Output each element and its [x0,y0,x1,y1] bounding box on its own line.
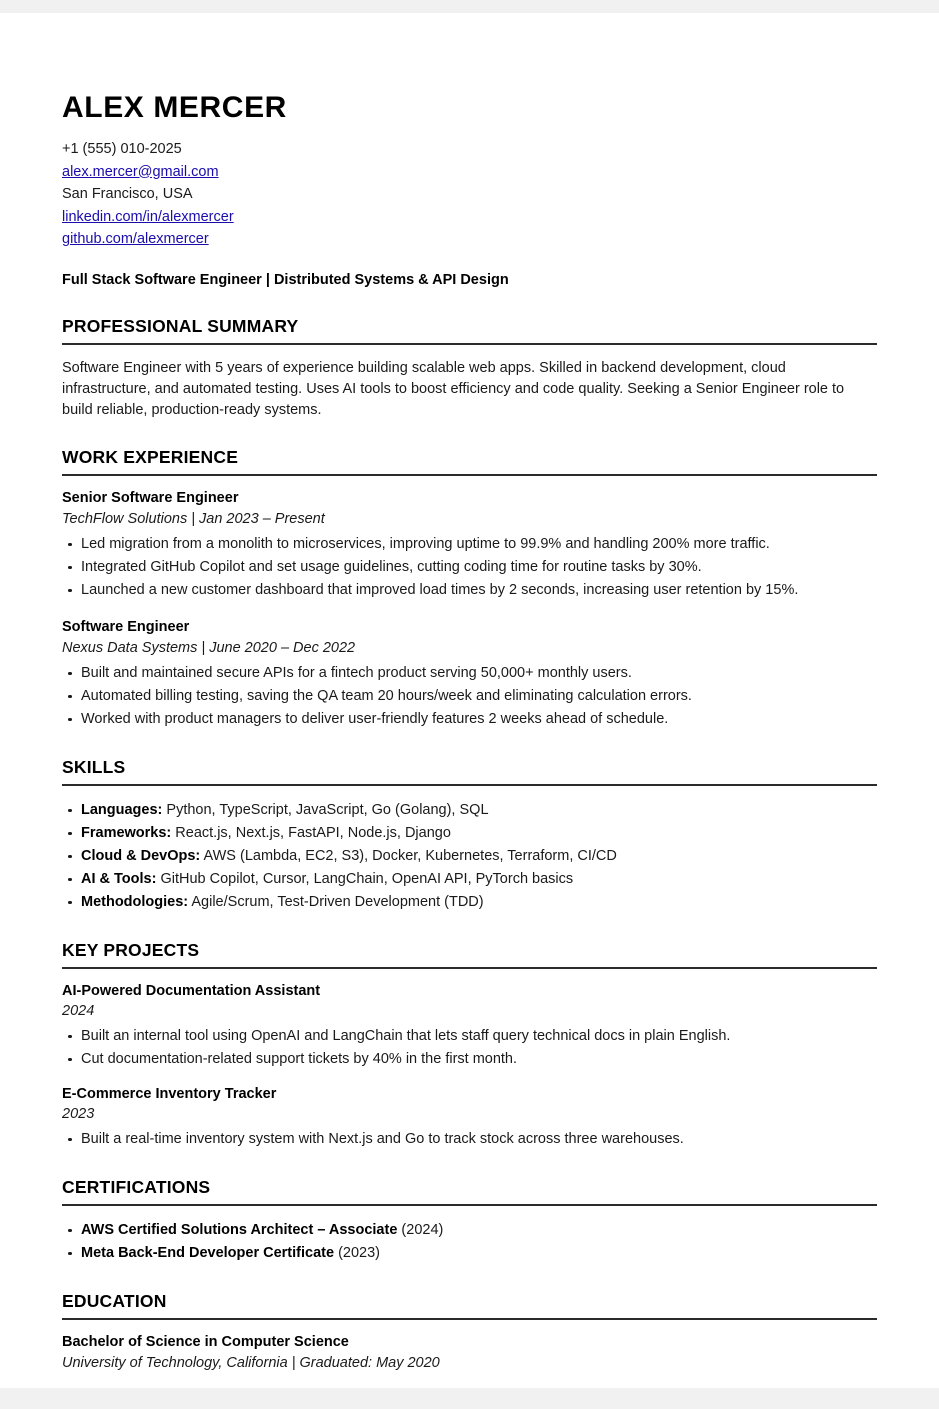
skill-value: Agile/Scrum, Test-Driven Development (TDD) [191,893,484,910]
contact-linkedin-link[interactable]: linkedin.com/in/alexmercer [62,208,234,225]
experience-entry [62,489,877,602]
certification-name: Meta Back-End Developer Certificate [81,1244,335,1261]
certification-name: AWS Certified Solutions Architect – Associate [81,1221,398,1238]
certification-row [62,1242,877,1265]
section-title-education: EDUCATION [62,1290,167,1311]
project-name: AI-Powered Documentation Assistant [62,982,321,999]
project-year: 2024 [62,1002,95,1019]
section-certifications [62,1177,877,1265]
resume-page [0,13,939,1388]
section-title-summary: PROFESSIONAL SUMMARY [62,315,299,336]
contact-linkedin-row [62,206,877,229]
section-skills [62,757,877,914]
section-work-experience [62,447,877,731]
job-bullets [62,662,877,731]
project-bullet: Built a real-time inventory system with Next.js and Go to track stock across three warehouses. [62,1128,877,1151]
section-professional-summary [62,316,877,421]
project-bullets [62,1025,877,1071]
skill-row [62,822,877,845]
job-bullet: Automated billing testing, saving the QA team 20 hours/week and eliminating calculation errors. [62,685,877,708]
section-education [62,1291,877,1373]
section-divider [62,1318,877,1320]
section-key-projects [62,940,877,1151]
summary-text: Software Engineer with 5 years of experience building scalable web apps. Skilled in backend development, cloud infrastructure, and automated testing. Uses AI tools to boost efficiency and code quality. Seeking a Senior Engineer role to build reliable, production-ready systems. [62,359,845,418]
certification-year: (2024) [401,1221,444,1238]
certifications-list [62,1219,877,1265]
certification-year: (2023) [338,1244,380,1261]
section-divider [62,343,877,345]
contact-location: San Francisco, USA [62,186,193,203]
project-name: E-Commerce Inventory Tracker [62,1085,277,1102]
skill-value: Python, TypeScript, JavaScript, Go (Golang), SQL [166,801,489,818]
section-divider [62,967,877,969]
job-bullets [62,533,877,602]
section-title-experience: WORK EXPERIENCE [62,446,239,467]
skill-row [62,891,877,914]
skill-value: GitHub Copilot, Cursor, LangChain, OpenAI API, PyTorch basics [160,870,574,887]
projects-entries [62,982,877,1151]
skill-value: React.js, Next.js, FastAPI, Node.js, Django [175,824,451,841]
professional-headline: Full Stack Software Engineer | Distributed Systems & API Design [62,271,509,288]
project-bullet: Cut documentation-related support tickets by 40% in the first month. [62,1048,877,1071]
job-bullet: Built and maintained secure APIs for a fintech product serving 50,000+ monthly users. [62,662,877,685]
job-title: Software Engineer [62,618,190,635]
certification-row [62,1219,877,1242]
skill-label: Cloud & DevOps: [81,847,201,864]
skill-label: Methodologies: [81,893,189,910]
skill-row [62,799,877,822]
section-divider [62,474,877,476]
university-graduation: University of Technology, California | Graduated: May 2020 [62,1354,440,1371]
job-bullet: Integrated GitHub Copilot and set usage guidelines, cutting coding time for routine tasks by 30%. [62,556,877,579]
contact-phone: +1 (555) 010-2025 [62,141,182,157]
skill-label: Frameworks: [81,824,172,841]
job-title: Senior Software Engineer [62,489,239,506]
skills-list [62,799,877,914]
project-bullets [62,1128,877,1151]
section-title-projects: KEY PROJECTS [62,939,200,960]
project-year: 2023 [62,1105,95,1122]
skill-value: AWS (Lambda, EC2, S3), Docker, Kubernetes, Terraform, CI/CD [203,847,617,864]
job-bullet: Worked with product managers to deliver user-friendly features 2 weeks ahead of schedule. [62,708,877,731]
candidate-name: ALEX MERCER [62,91,287,124]
resume-header [62,91,877,290]
section-divider [62,784,877,786]
job-bullet: Led migration from a monolith to microservices, improving uptime to 99.9% and handling 200% more traffic. [62,533,877,556]
project-entry [62,982,877,1071]
contact-email-link[interactable]: alex.mercer@gmail.com [62,163,219,180]
section-divider [62,1204,877,1206]
job-bullet: Launched a new customer dashboard that improved load times by 2 seconds, increasing user retention by 15%. [62,579,877,602]
contact-github-row [62,228,877,251]
contact-email-row [62,161,877,184]
skill-label: AI & Tools: [81,870,157,887]
job-company-dates: TechFlow Solutions | Jan 2023 – Present [62,510,325,527]
project-entry [62,1085,877,1151]
experience-entry [62,618,877,731]
job-company-dates: Nexus Data Systems | June 2020 – Dec 2022 [62,639,356,656]
degree-title: Bachelor of Science in Computer Science [62,1333,349,1350]
skill-label: Languages: [81,801,163,818]
contact-github-link[interactable]: github.com/alexmercer [62,231,209,248]
skill-row [62,868,877,891]
experience-entries [62,489,877,731]
project-bullet: Built an internal tool using OpenAI and LangChain that lets staff query technical docs in plain English. [62,1025,877,1048]
section-title-skills: SKILLS [62,756,126,777]
section-title-certifications: CERTIFICATIONS [62,1176,211,1197]
skill-row [62,845,877,868]
